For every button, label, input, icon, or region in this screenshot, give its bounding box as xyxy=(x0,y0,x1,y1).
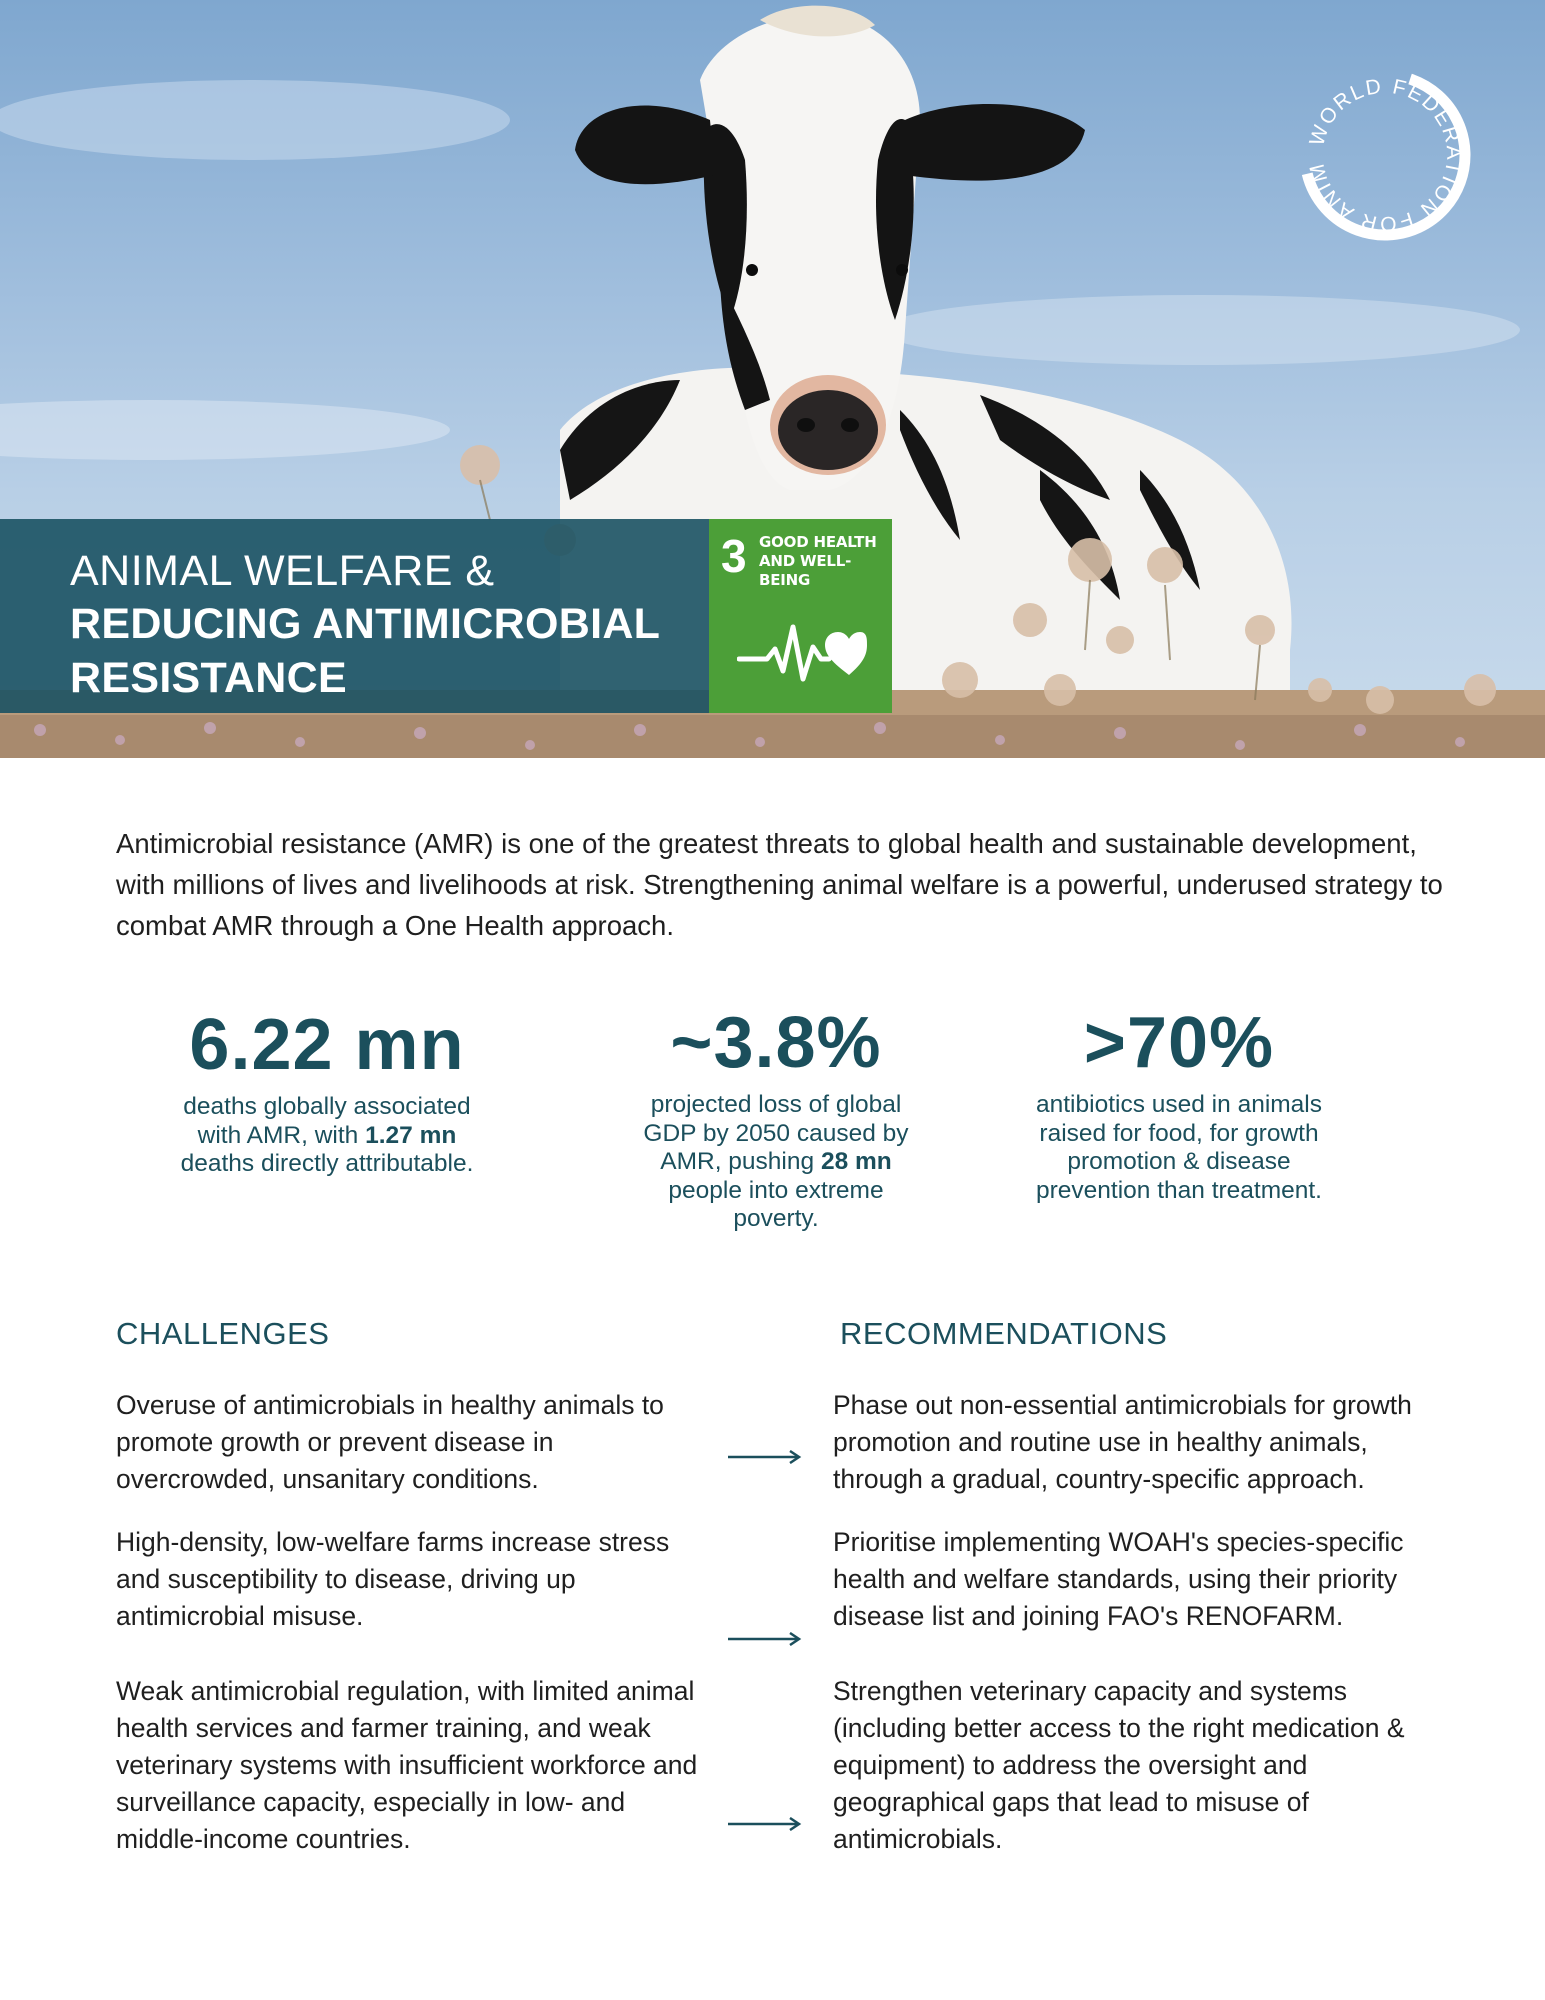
intro-paragraph: Antimicrobial resistance (AMR) is one of the greatest threats to global health and sustainable development, with millions of lives and livelihoods at risk. Strengthening animal welfare is a powerful, underused strategy to combat AMR through a One Health approach. xyxy=(116,828,1443,941)
stat-antibiotics xyxy=(1026,1003,1332,1205)
stat-gdp-loss xyxy=(626,1003,926,1234)
title-line-1: ANIMAL WELFARE & xyxy=(70,547,495,595)
challenge-item-3: Weak antimicrobial regulation, with limited animal health services and farmer training, and weak veterinary systems with insufficient workforce and surveillance capacity, especially in low- and middle-income countries. xyxy=(116,1676,698,1854)
sdg-3-badge xyxy=(709,519,892,713)
recommendations-heading: RECOMMENDATIONS xyxy=(840,1316,1168,1351)
arrow-right-icon xyxy=(728,1450,802,1464)
hero-banner xyxy=(0,0,1545,758)
stat-description: antibiotics used in animals raised for food, for growth promotion & disease prevention than treatment. xyxy=(1035,1091,1322,1204)
sdg-number: 3 xyxy=(721,530,747,582)
svg-text:WORLD FEDERATION FOR ANIMALS xyxy=(1290,60,1465,235)
heartbeat-heart-icon xyxy=(737,609,867,694)
stat-value: >70% xyxy=(1083,1003,1275,1083)
challenge-item-2: High-density, low-welfare farms increase stress and susceptibility to disease, driving up antimicrobial misuse. xyxy=(116,1527,670,1631)
logo-text: WORLD FEDERATION FOR ANIM xyxy=(1305,74,1466,236)
recommendation-item-2: Prioritise implementing WOAH's species-specific health and welfare standards, using their priority disease list and joining FAO's RENOFARM. xyxy=(833,1527,1404,1631)
stat-value: 6.22 mn xyxy=(189,1005,465,1085)
recommendation-item-3: Strengthen veterinary capacity and systems (including better access to the right medication & equipment) to address the oversight and geographical gaps that lead to misuse of antimicrobials. xyxy=(833,1676,1405,1854)
arrow-right-icon xyxy=(728,1632,802,1646)
title-line-2: REDUCING ANTIMICROBIAL RESISTANCE xyxy=(70,600,660,702)
recommendation-item-1: Phase out non-essential antimicrobials for growth promotion and routine use in healthy animals, through a gradual, country-specific approach. xyxy=(833,1390,1412,1494)
stat-value: ~3.8% xyxy=(670,1003,882,1083)
title-band xyxy=(0,519,709,713)
ring-logo-icon xyxy=(1290,60,1480,250)
stat-description: deaths globally associated with AMR, with 1.27 mn deaths directly attributable. xyxy=(180,1093,474,1177)
sdg-label: GOOD HEALTH AND WELL-BEING xyxy=(759,533,877,589)
world-federation-for-animals-logo xyxy=(1290,60,1480,250)
stat-description: projected loss of global GDP by 2050 caused by AMR, pushing 28 mn people into extreme poverty. xyxy=(643,1091,909,1232)
challenges-heading: CHALLENGES xyxy=(116,1316,330,1351)
challenge-item-1: Overuse of antimicrobials in healthy animals to promote growth or prevent disease in overcrowded, unsanitary conditions. xyxy=(116,1390,664,1494)
stat-deaths xyxy=(167,1005,487,1179)
arrow-right-icon xyxy=(728,1817,802,1831)
